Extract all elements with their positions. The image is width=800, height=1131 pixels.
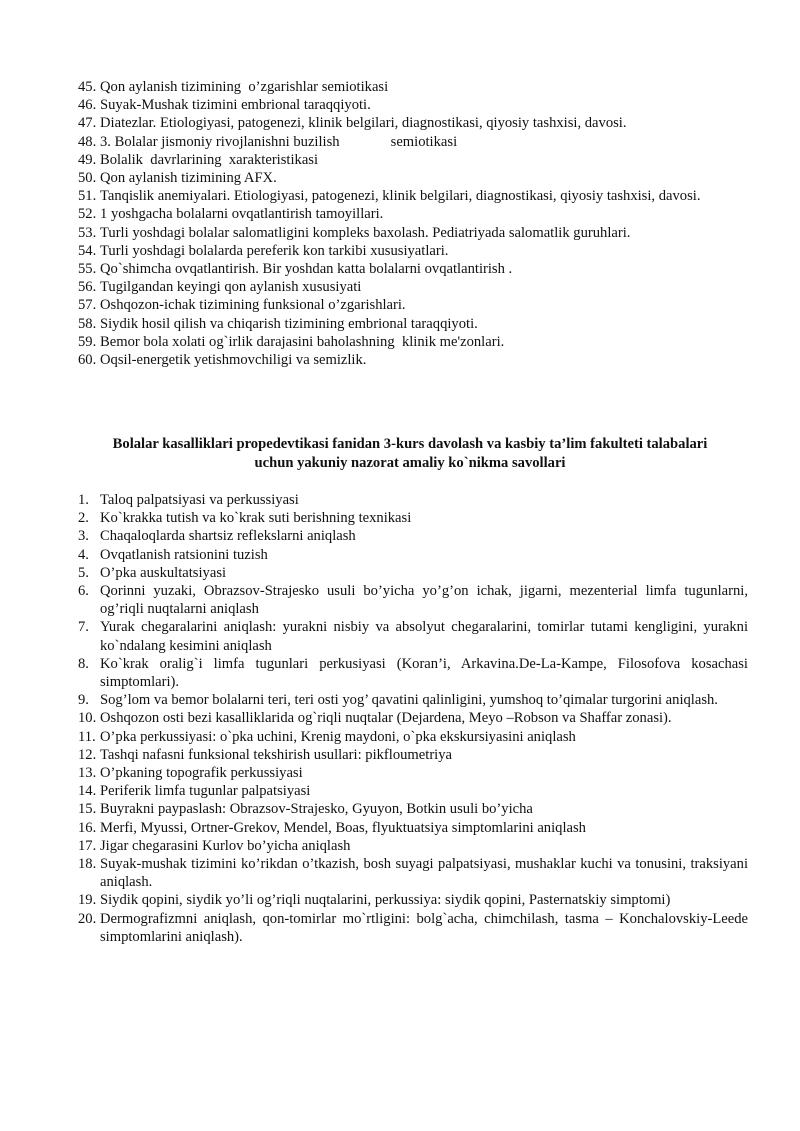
item-number: 54. — [78, 242, 97, 259]
list-item — [78, 205, 748, 223]
item-number: 59. — [78, 333, 97, 350]
item-number: 9. — [78, 692, 89, 709]
item-number: 5. — [78, 564, 89, 581]
item-text: O’pka auskultatsiyasi — [100, 564, 227, 581]
item-text: Bemor bola xolati og`irlik darajasini baholashning klinik me'zonlari. — [100, 333, 505, 350]
item-number: 49. — [78, 151, 97, 168]
item-text: Ko`krak oralig`i limfa tugunlari perkusiyasi (Koran’i, Arkavina.De-La-Kampe, Filosofova kosachasi simptomlari). — [100, 655, 748, 691]
item-number: 10. — [78, 710, 97, 727]
item-number: 8. — [78, 655, 89, 672]
list-item — [78, 782, 748, 800]
item-number: 12. — [78, 746, 97, 763]
item-number: 60. — [78, 352, 97, 369]
item-number: 20. — [78, 910, 97, 927]
list-item — [78, 728, 748, 746]
item-number: 50. — [78, 170, 97, 187]
question-list-theory — [78, 78, 748, 369]
list-item — [78, 133, 748, 151]
item-text: Taloq palpatsiyasi va perkussiyasi — [100, 492, 299, 508]
item-text: Suyak-mushak tizimini ko’rikdan o’tkazish, bosh suyagi palpatsiyasi, mushaklar kuchi va tonusini, traksiyani aniqlash. — [100, 856, 748, 891]
list-item — [78, 96, 748, 114]
item-text: Merfi, Myussi, Ortner-Grekov, Mendel, Boas, flyuktuatsiya simptomlarini aniqlash — [100, 819, 586, 836]
list-item — [78, 278, 748, 296]
list-item — [78, 546, 748, 564]
list-item — [78, 855, 748, 891]
item-number: 51. — [78, 188, 97, 205]
list-item — [78, 910, 748, 946]
item-text: Qon aylanish tizimining AFX. — [100, 170, 277, 187]
item-number: 19. — [78, 892, 97, 909]
item-number: 15. — [78, 801, 97, 818]
item-text: Qorinni yuzaki, Obrazsov-Strajesko usuli bo’yicha yo’g’on ichak, jigarni, mezenterial limfa tugunlarni, og’riqli nuqtalarni aniqlash — [100, 583, 748, 618]
list-item — [78, 78, 748, 96]
item-text: Yurak chegaralarini aniqlash: yurakni nisbiy va absolyut chegaralarini, tomirlar tutami kengligini, yurakni ko`ndalang kesimini aniqlash — [100, 619, 748, 654]
list-item — [78, 491, 748, 509]
list-item — [78, 509, 748, 527]
item-text: Jigar chegarasini Kurlov bo’yicha aniqlash — [100, 837, 351, 854]
item-number: 7. — [78, 619, 89, 636]
item-number: 17. — [78, 837, 97, 854]
heading-line-1: Bolalar kasalliklari propedevtikasi fanidan 3-kurs davolash va kasbiy ta’lim fakulteti talabalari — [112, 436, 708, 452]
item-text: Siydik hosil qilish va chiqarish tizimining embrional taraqqiyoti. — [100, 315, 478, 332]
item-text: Chaqaloqlarda shartsiz reflekslarni aniqlash — [100, 528, 356, 545]
item-number: 55. — [78, 261, 97, 278]
list-item — [78, 891, 748, 909]
item-text: 1 yoshgacha bolalarni ovqatlantirish tamoyillari. — [100, 206, 384, 223]
section-heading — [60, 435, 760, 473]
list-item — [78, 333, 748, 351]
item-number: 6. — [78, 583, 89, 600]
item-number: 3. — [78, 528, 89, 545]
item-text: Oshqozon-ichak tizimining funksional o’zgarishlari. — [100, 297, 406, 314]
list-item — [78, 169, 748, 187]
list-item — [78, 187, 748, 205]
item-number: 58. — [78, 315, 97, 332]
list-item — [78, 260, 748, 278]
item-text: Oshqozon osti bezi kasalliklarida og`riqli nuqtalar (Dejardena, Meyo –Robson va Shaffar zonasi). — [100, 710, 672, 727]
list-item — [78, 582, 748, 618]
item-text: Bolalik davrlarining xarakteristikasi — [100, 151, 319, 168]
item-text: Qon aylanish tizimining o’zgarishlar semiotikasi — [100, 79, 389, 95]
item-number: 4. — [78, 546, 89, 563]
item-text: Siydik qopini, siydik yo’li og’riqli nuqtalarini, perkussiya: siydik qopini, Pasternatskiy simptomi) — [100, 892, 671, 909]
item-number: 45. — [78, 79, 97, 95]
list-item — [78, 764, 748, 782]
item-text: Tashqi nafasni funksional tekshirish usullari: pikfloumetriya — [100, 746, 453, 763]
item-text: Ko`krakka tutish va ko`krak suti berishning texnikasi — [100, 510, 412, 527]
list-item — [78, 564, 748, 582]
item-text: Diatezlar. Etiologiyasi, patogenezi, klinik belgilari, diagnostikasi, qiyosiy tashxisi, davosi. — [100, 115, 627, 132]
question-list-practical — [78, 491, 748, 946]
list-item — [78, 114, 748, 132]
item-number: 53. — [78, 224, 97, 241]
list-item — [78, 618, 748, 654]
item-text: Suyak-Mushak tizimini embrional taraqqiyoti. — [100, 97, 371, 114]
list-item — [78, 224, 748, 242]
item-text: Dermografizmni aniqlash, qon-tomirlar mo`rtligini: bolg`acha, chimchilash, tasma – Konchalovskiy-Leede simptomlarini aniqlash). — [100, 910, 748, 945]
list-item — [78, 242, 748, 260]
item-text: O’pkaning topografik perkussiyasi — [100, 765, 303, 782]
item-number: 14. — [78, 783, 97, 800]
list-item — [78, 800, 748, 818]
item-text: Qo`shimcha ovqatlantirish. Bir yoshdan katta bolalarni ovqatlantirish . — [100, 261, 513, 278]
list-item — [78, 296, 748, 314]
item-text: O’pka perkussiyasi: o`pka uchini, Krenig maydoni, o`pka ekskursiyasini aniqlash — [100, 728, 576, 745]
item-number: 11. — [78, 728, 96, 745]
heading-line-2: uchun yakuniy nazorat amaliy ko`nikma savollari — [254, 455, 566, 471]
item-text: 3. Bolalar jismoniy rivojlanishni buzilish semiotikasi — [100, 133, 458, 150]
item-number: 2. — [78, 510, 89, 527]
list-item — [78, 691, 748, 709]
item-text: Oqsil-energetik yetishmovchiligi va semizlik. — [100, 352, 367, 369]
list-item — [78, 527, 748, 545]
item-text: Sog’lom va bemor bolalarni teri, teri osti yog’ qavatini qalinligini, yumshoq to’qimalar turgorini aniqlash. — [100, 692, 718, 709]
list-item — [78, 655, 748, 691]
item-number: 57. — [78, 297, 97, 314]
item-text: Tugilgandan keyingi qon aylanish xususiyati — [100, 279, 362, 296]
item-number: 16. — [78, 819, 97, 836]
list-item — [78, 746, 748, 764]
item-number: 46. — [78, 97, 97, 114]
item-number: 56. — [78, 279, 97, 296]
list-item — [78, 315, 748, 333]
item-text: Buyrakni paypaslash: Obrazsov-Strajesko, Gyuyon, Botkin usuli bo’yicha — [100, 801, 533, 818]
item-text: Ovqatlanish ratsionini tuzish — [100, 546, 268, 563]
list-item — [78, 151, 748, 169]
item-number: 52. — [78, 206, 97, 223]
item-text: Turli yoshdagi bolalarda pereferik kon tarkibi xususiyatlari. — [100, 242, 449, 259]
item-number: 18. — [78, 856, 97, 873]
item-number: 47. — [78, 115, 97, 132]
item-text: Turli yoshdagi bolalar salomatligini kompleks baxolash. Pediatriyada salomatlik guruhlari. — [100, 224, 631, 241]
item-number: 48. — [78, 133, 97, 150]
item-number: 1. — [78, 492, 89, 508]
list-item — [78, 819, 748, 837]
list-item — [78, 351, 748, 369]
list-item — [78, 709, 748, 727]
list-item — [78, 837, 748, 855]
item-text: Tanqislik anemiyalari. Etiologiyasi, patogenezi, klinik belgilari, diagnostikasi, qiyosiy tashxisi, davosi. — [100, 188, 701, 205]
item-text: Periferik limfa tugunlar palpatsiyasi — [100, 783, 311, 800]
item-number: 13. — [78, 765, 97, 782]
